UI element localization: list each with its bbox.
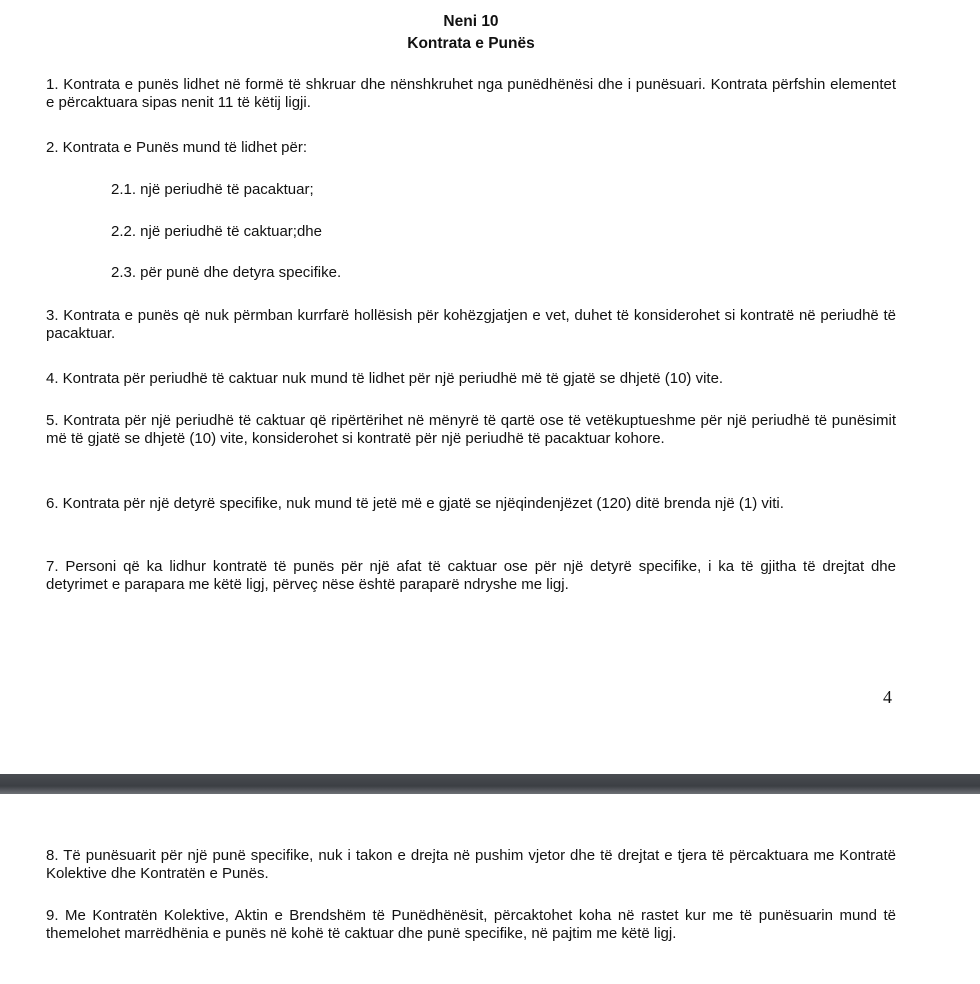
paragraph-1: 1. Kontrata e punës lidhet në formë të shkruar dhe nënshkruhet nga punëdhënësi dhe i punësuari. Kontrata përfshin elementet e përcaktuara sipas nenit 11 të këtij ligji. [46,76,896,111]
paragraph-3: 3. Kontrata e punës që nuk përmban kurrfarë hollësish për kohëzgjatjen e vet, duhet të konsiderohet si kontratë në periudhë të pacaktuar. [46,307,896,342]
paragraph-5: 5. Kontrata për një periudhë të caktuar që ripërtërihet në mënyrë të qartë ose të vetëkuptueshme për një periudhë të punësimit më të gjatë se dhjetë (10) vite, konsiderohet si kontratë për një periudhë të pacaktuar kohore. [46,412,896,447]
paragraph-2-2: 2.2. një periudhë të caktuar;dhe [111,223,322,240]
paragraph-2-1: 2.1. një periudhë të pacaktuar; [111,181,314,198]
paragraph-2-3: 2.3. për punë dhe detyra specifike. [111,264,342,281]
article-title: Kontrata e Punës [407,35,535,52]
page-separator [0,774,980,794]
paragraph-6: 6. Kontrata për një detyrë specifike, nuk mund të jetë më e gjatë se njëqindenjëzet (120) ditë brenda një (1) viti. [46,495,784,512]
article-number: Neni 10 [443,13,499,30]
paragraph-4: 4. Kontrata për periudhë të caktuar nuk mund të lidhet për një periudhë më të gjatë se dhjetë (10) vite. [46,370,724,387]
paragraph-7: 7. Personi që ka lidhur kontratë të punës për një afat të caktuar ose për një detyrë specifike, i ka të gjitha të drejtat dhe detyrimet e parapara me këtë ligj, përveç nëse është paraparë ndryshe me ligj. [46,558,896,593]
document-page-bottom [0,794,980,984]
paragraph-8: 8. Të punësuarit për një punë specifike, nuk i takon e drejta në pushim vjetor dhe të drejtat e tjera të përcaktuara me Kontratë Kolektive dhe Kontratën e Punës. [46,847,896,882]
page-number: 4 [883,687,892,707]
paragraph-9: 9. Me Kontratën Kolektive, Aktin e Brendshëm të Punëdhënësit, përcaktohet koha në rastet kur me të punësuarin mund të themelohet marrëdhënia e punës në kohë të caktuar dhe punë specifike, në pajtim me këtë ligj. [46,907,896,942]
paragraph-2: 2. Kontrata e Punës mund të lidhet për: [46,139,307,156]
